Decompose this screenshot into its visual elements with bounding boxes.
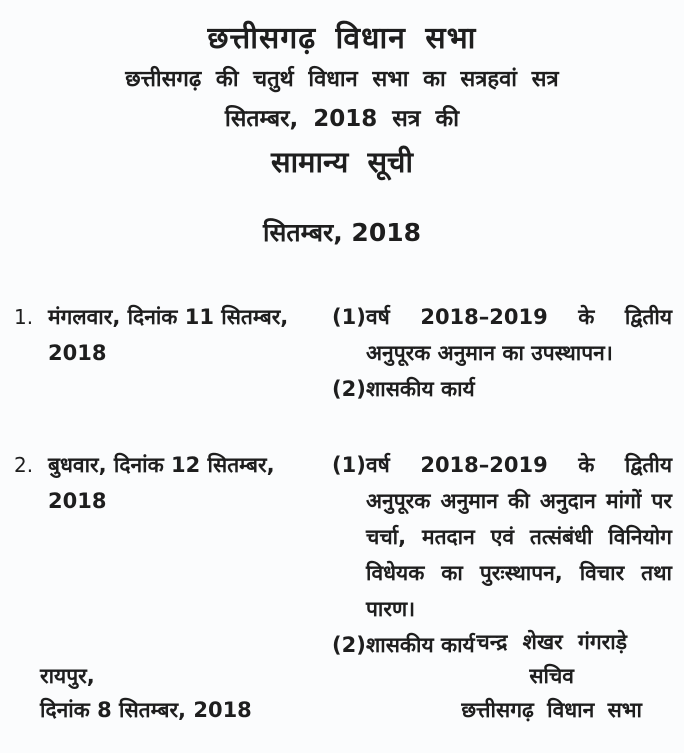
agenda-marker: (2) — [332, 633, 366, 657]
agenda-item-1 — [332, 299, 672, 371]
signatory-organization: छत्तीसगढ़ विधान सभा — [461, 698, 642, 722]
general-list-title: सामान्य सूची — [271, 145, 413, 179]
row-number: 2. — [14, 453, 34, 477]
month-heading: सितम्बर, 2018 — [262, 218, 422, 247]
place-date-block — [40, 659, 252, 727]
assembly-title: छत्तीसगढ़ विधान सभा — [207, 21, 477, 56]
date-line: दिनांक 8 सितम्बर, 2018 — [40, 698, 252, 722]
agenda-marker: (1) — [332, 453, 366, 477]
session-subtitle: छत्तीसगढ़ की चतुर्थ विधान सभा का सत्रहवां सत्र — [125, 67, 559, 92]
agenda-text: वर्ष 2018–2019 के द्वितीय अनुपूरक अनुमान का उपस्थापन। — [366, 305, 672, 365]
signatory-title: सचिव — [529, 664, 574, 688]
agenda-text: शासकीय कार्य — [366, 633, 475, 657]
document-header — [0, 0, 684, 181]
session-month-line: सितम्बर, 2018 सत्र की — [224, 106, 460, 132]
row-date: बुधवार, दिनांक 12 सितम्बर, 2018 — [48, 453, 275, 513]
schedule-row-1 — [0, 299, 684, 407]
row-date: मंगलवार, दिनांक 11 सितम्बर, 2018 — [48, 305, 289, 365]
agenda-text: शासकीय कार्य — [366, 377, 475, 401]
agenda-item-2 — [332, 371, 672, 407]
schedule-list — [0, 299, 684, 663]
agenda-text: वर्ष 2018–2019 के द्वितीय अनुपूरक अनुमान की अनुदान मांगों पर चर्चा, मतदान एवं तत्संबंधी विनियोग विधेयक का पुरःस्थापन, विचार तथा पारण। — [366, 453, 672, 621]
agenda-marker: (1) — [332, 305, 366, 329]
row-number: 1. — [14, 305, 34, 329]
document-footer — [0, 625, 684, 727]
agenda-marker: (2) — [332, 377, 366, 401]
place-line: रायपुर, — [40, 664, 95, 688]
signatory-name: चन्द्र शेखर गंगराड़े — [476, 630, 627, 654]
row-agenda — [332, 299, 672, 407]
agenda-item-1 — [332, 447, 672, 627]
signatory-block — [461, 625, 642, 727]
